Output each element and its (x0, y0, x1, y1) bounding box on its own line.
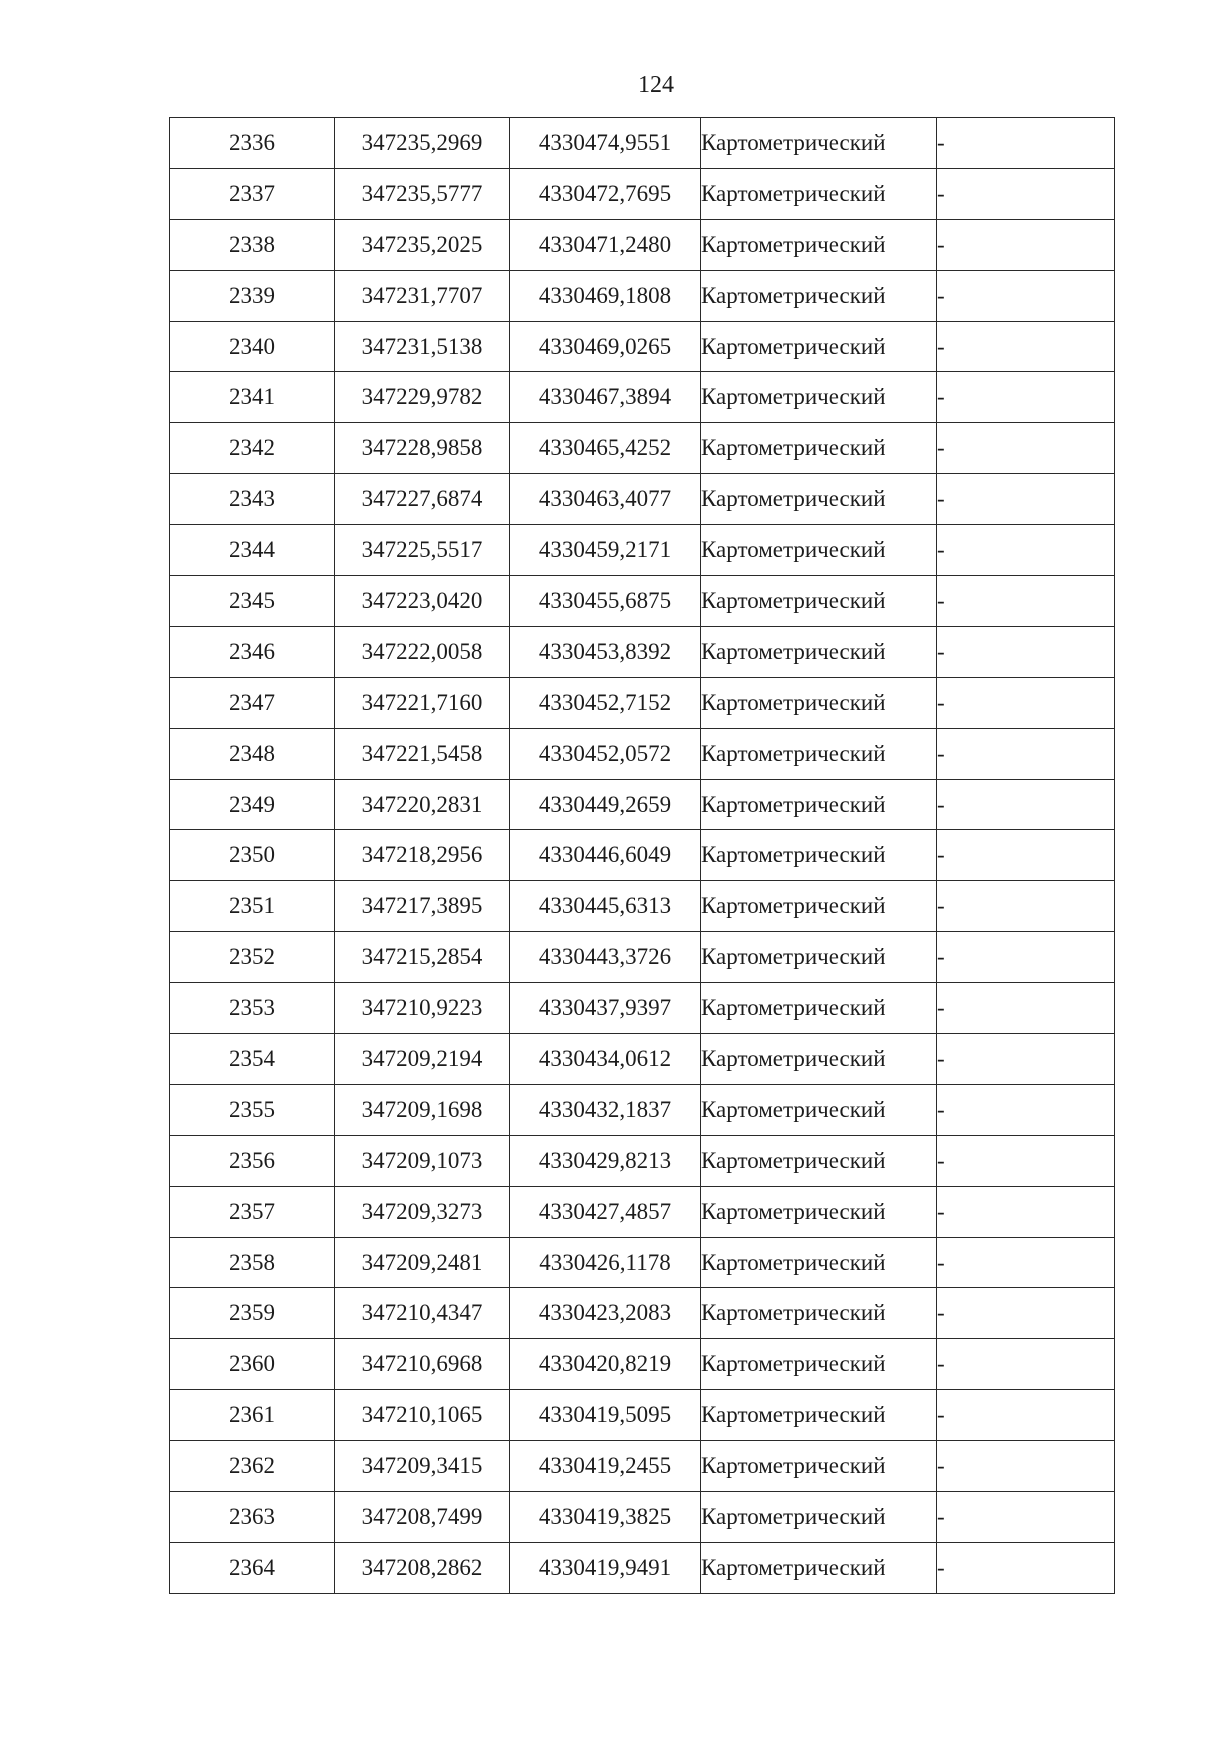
y-coordinate-cell: 4330427,4857 (510, 1186, 701, 1237)
table-row (170, 728, 1115, 779)
point-number-cell: 2339 (170, 270, 335, 321)
table-row (170, 270, 1115, 321)
error-cell: - (937, 626, 1115, 677)
error-cell: - (937, 1034, 1115, 1085)
x-coordinate-cell: 347235,2025 (335, 219, 510, 270)
table-row (170, 525, 1115, 576)
error-cell: - (937, 932, 1115, 983)
method-cell: Картометрический (701, 1186, 937, 1237)
point-number-cell: 2340 (170, 321, 335, 372)
x-coordinate-cell: 347221,5458 (335, 728, 510, 779)
error-cell: - (937, 830, 1115, 881)
method-cell: Картометрический (701, 932, 937, 983)
y-coordinate-cell: 4330420,8219 (510, 1339, 701, 1390)
x-coordinate-cell: 347210,1065 (335, 1390, 510, 1441)
x-coordinate-cell: 347218,2956 (335, 830, 510, 881)
table-row (170, 983, 1115, 1034)
table-row (170, 423, 1115, 474)
point-number-cell: 2337 (170, 168, 335, 219)
table-row (170, 118, 1115, 169)
point-number-cell: 2346 (170, 626, 335, 677)
point-number-cell: 2343 (170, 474, 335, 525)
error-cell: - (937, 1288, 1115, 1339)
x-coordinate-cell: 347209,1698 (335, 1084, 510, 1135)
table-row (170, 219, 1115, 270)
table-row (170, 1186, 1115, 1237)
y-coordinate-cell: 4330463,4077 (510, 474, 701, 525)
method-cell: Картометрический (701, 576, 937, 627)
method-cell: Картометрический (701, 1339, 937, 1390)
table-row (170, 1237, 1115, 1288)
point-number-cell: 2364 (170, 1542, 335, 1593)
x-coordinate-cell: 347209,3415 (335, 1441, 510, 1492)
error-cell: - (937, 576, 1115, 627)
y-coordinate-cell: 4330429,8213 (510, 1135, 701, 1186)
point-number-cell: 2363 (170, 1492, 335, 1543)
table-row (170, 779, 1115, 830)
table-row (170, 1084, 1115, 1135)
error-cell: - (937, 1441, 1115, 1492)
y-coordinate-cell: 4330432,1837 (510, 1084, 701, 1135)
table-row (170, 1135, 1115, 1186)
x-coordinate-cell: 347209,2194 (335, 1034, 510, 1085)
point-number-cell: 2350 (170, 830, 335, 881)
y-coordinate-cell: 4330459,2171 (510, 525, 701, 576)
error-cell: - (937, 779, 1115, 830)
point-number-cell: 2355 (170, 1084, 335, 1135)
y-coordinate-cell: 4330455,6875 (510, 576, 701, 627)
x-coordinate-cell: 347217,3895 (335, 881, 510, 932)
error-cell: - (937, 270, 1115, 321)
method-cell: Картометрический (701, 118, 937, 169)
error-cell: - (937, 219, 1115, 270)
error-cell: - (937, 1339, 1115, 1390)
error-cell: - (937, 983, 1115, 1034)
x-coordinate-cell: 347220,2831 (335, 779, 510, 830)
method-cell: Картометрический (701, 1542, 937, 1593)
table-row (170, 1390, 1115, 1441)
table-row (170, 830, 1115, 881)
method-cell: Картометрический (701, 1084, 937, 1135)
y-coordinate-cell: 4330467,3894 (510, 372, 701, 423)
table-row (170, 1441, 1115, 1492)
error-cell: - (937, 118, 1115, 169)
method-cell: Картометрический (701, 168, 937, 219)
point-number-cell: 2353 (170, 983, 335, 1034)
y-coordinate-cell: 4330469,0265 (510, 321, 701, 372)
table-row (170, 1288, 1115, 1339)
x-coordinate-cell: 347235,5777 (335, 168, 510, 219)
y-coordinate-cell: 4330443,3726 (510, 932, 701, 983)
y-coordinate-cell: 4330452,0572 (510, 728, 701, 779)
method-cell: Картометрический (701, 1441, 937, 1492)
method-cell: Картометрический (701, 1288, 937, 1339)
y-coordinate-cell: 4330423,2083 (510, 1288, 701, 1339)
point-number-cell: 2347 (170, 677, 335, 728)
point-number-cell: 2348 (170, 728, 335, 779)
method-cell: Картометрический (701, 779, 937, 830)
y-coordinate-cell: 4330426,1178 (510, 1237, 701, 1288)
error-cell: - (937, 1390, 1115, 1441)
method-cell: Картометрический (701, 270, 937, 321)
method-cell: Картометрический (701, 525, 937, 576)
error-cell: - (937, 372, 1115, 423)
x-coordinate-cell: 347210,9223 (335, 983, 510, 1034)
error-cell: - (937, 881, 1115, 932)
method-cell: Картометрический (701, 1135, 937, 1186)
x-coordinate-cell: 347225,5517 (335, 525, 510, 576)
error-cell: - (937, 1492, 1115, 1543)
error-cell: - (937, 728, 1115, 779)
y-coordinate-cell: 4330437,9397 (510, 983, 701, 1034)
method-cell: Картометрический (701, 1237, 937, 1288)
table-row (170, 626, 1115, 677)
x-coordinate-cell: 347229,9782 (335, 372, 510, 423)
y-coordinate-cell: 4330471,2480 (510, 219, 701, 270)
error-cell: - (937, 1084, 1115, 1135)
method-cell: Картометрический (701, 881, 937, 932)
x-coordinate-cell: 347210,4347 (335, 1288, 510, 1339)
table-row (170, 881, 1115, 932)
y-coordinate-cell: 4330469,1808 (510, 270, 701, 321)
x-coordinate-cell: 347222,0058 (335, 626, 510, 677)
method-cell: Картометрический (701, 1492, 937, 1543)
method-cell: Картометрический (701, 321, 937, 372)
point-number-cell: 2358 (170, 1237, 335, 1288)
y-coordinate-cell: 4330419,2455 (510, 1441, 701, 1492)
point-number-cell: 2341 (170, 372, 335, 423)
error-cell: - (937, 423, 1115, 474)
x-coordinate-cell: 347228,9858 (335, 423, 510, 474)
x-coordinate-cell: 347215,2854 (335, 932, 510, 983)
x-coordinate-cell: 347209,1073 (335, 1135, 510, 1186)
error-cell: - (937, 1542, 1115, 1593)
y-coordinate-cell: 4330419,3825 (510, 1492, 701, 1543)
point-number-cell: 2351 (170, 881, 335, 932)
method-cell: Картометрический (701, 983, 937, 1034)
error-cell: - (937, 474, 1115, 525)
x-coordinate-cell: 347209,2481 (335, 1237, 510, 1288)
method-cell: Картометрический (701, 372, 937, 423)
x-coordinate-cell: 347235,2969 (335, 118, 510, 169)
x-coordinate-cell: 347209,3273 (335, 1186, 510, 1237)
table-row (170, 1492, 1115, 1543)
point-number-cell: 2338 (170, 219, 335, 270)
point-number-cell: 2336 (170, 118, 335, 169)
point-number-cell: 2354 (170, 1034, 335, 1085)
table-row (170, 1034, 1115, 1085)
point-number-cell: 2357 (170, 1186, 335, 1237)
page-number: 124 (638, 72, 674, 98)
method-cell: Картометрический (701, 423, 937, 474)
table-row (170, 576, 1115, 627)
x-coordinate-cell: 347227,6874 (335, 474, 510, 525)
x-coordinate-cell: 347223,0420 (335, 576, 510, 627)
method-cell: Картометрический (701, 626, 937, 677)
y-coordinate-cell: 4330465,4252 (510, 423, 701, 474)
method-cell: Картометрический (701, 474, 937, 525)
y-coordinate-cell: 4330452,7152 (510, 677, 701, 728)
table-row (170, 474, 1115, 525)
x-coordinate-cell: 347208,7499 (335, 1492, 510, 1543)
method-cell: Картометрический (701, 219, 937, 270)
point-number-cell: 2362 (170, 1441, 335, 1492)
error-cell: - (937, 1186, 1115, 1237)
table-row (170, 677, 1115, 728)
method-cell: Картометрический (701, 1390, 937, 1441)
error-cell: - (937, 321, 1115, 372)
method-cell: Картометрический (701, 728, 937, 779)
table-row (170, 1542, 1115, 1593)
error-cell: - (937, 525, 1115, 576)
point-number-cell: 2352 (170, 932, 335, 983)
table-row (170, 321, 1115, 372)
y-coordinate-cell: 4330449,2659 (510, 779, 701, 830)
x-coordinate-cell: 347208,2862 (335, 1542, 510, 1593)
method-cell: Картометрический (701, 830, 937, 881)
error-cell: - (937, 1135, 1115, 1186)
coordinates-table (169, 117, 1115, 1594)
y-coordinate-cell: 4330419,5095 (510, 1390, 701, 1441)
y-coordinate-cell: 4330434,0612 (510, 1034, 701, 1085)
point-number-cell: 2356 (170, 1135, 335, 1186)
x-coordinate-cell: 347221,7160 (335, 677, 510, 728)
point-number-cell: 2361 (170, 1390, 335, 1441)
point-number-cell: 2345 (170, 576, 335, 627)
table-row (170, 1339, 1115, 1390)
table-row (170, 168, 1115, 219)
point-number-cell: 2359 (170, 1288, 335, 1339)
x-coordinate-cell: 347231,5138 (335, 321, 510, 372)
method-cell: Картометрический (701, 677, 937, 728)
error-cell: - (937, 168, 1115, 219)
y-coordinate-cell: 4330472,7695 (510, 168, 701, 219)
error-cell: - (937, 1237, 1115, 1288)
x-coordinate-cell: 347231,7707 (335, 270, 510, 321)
y-coordinate-cell: 4330453,8392 (510, 626, 701, 677)
method-cell: Картометрический (701, 1034, 937, 1085)
y-coordinate-cell: 4330419,9491 (510, 1542, 701, 1593)
y-coordinate-cell: 4330446,6049 (510, 830, 701, 881)
table-row (170, 932, 1115, 983)
point-number-cell: 2342 (170, 423, 335, 474)
table-row (170, 372, 1115, 423)
point-number-cell: 2360 (170, 1339, 335, 1390)
x-coordinate-cell: 347210,6968 (335, 1339, 510, 1390)
y-coordinate-cell: 4330474,9551 (510, 118, 701, 169)
error-cell: - (937, 677, 1115, 728)
y-coordinate-cell: 4330445,6313 (510, 881, 701, 932)
point-number-cell: 2349 (170, 779, 335, 830)
point-number-cell: 2344 (170, 525, 335, 576)
coordinates-table-body (170, 118, 1115, 1594)
